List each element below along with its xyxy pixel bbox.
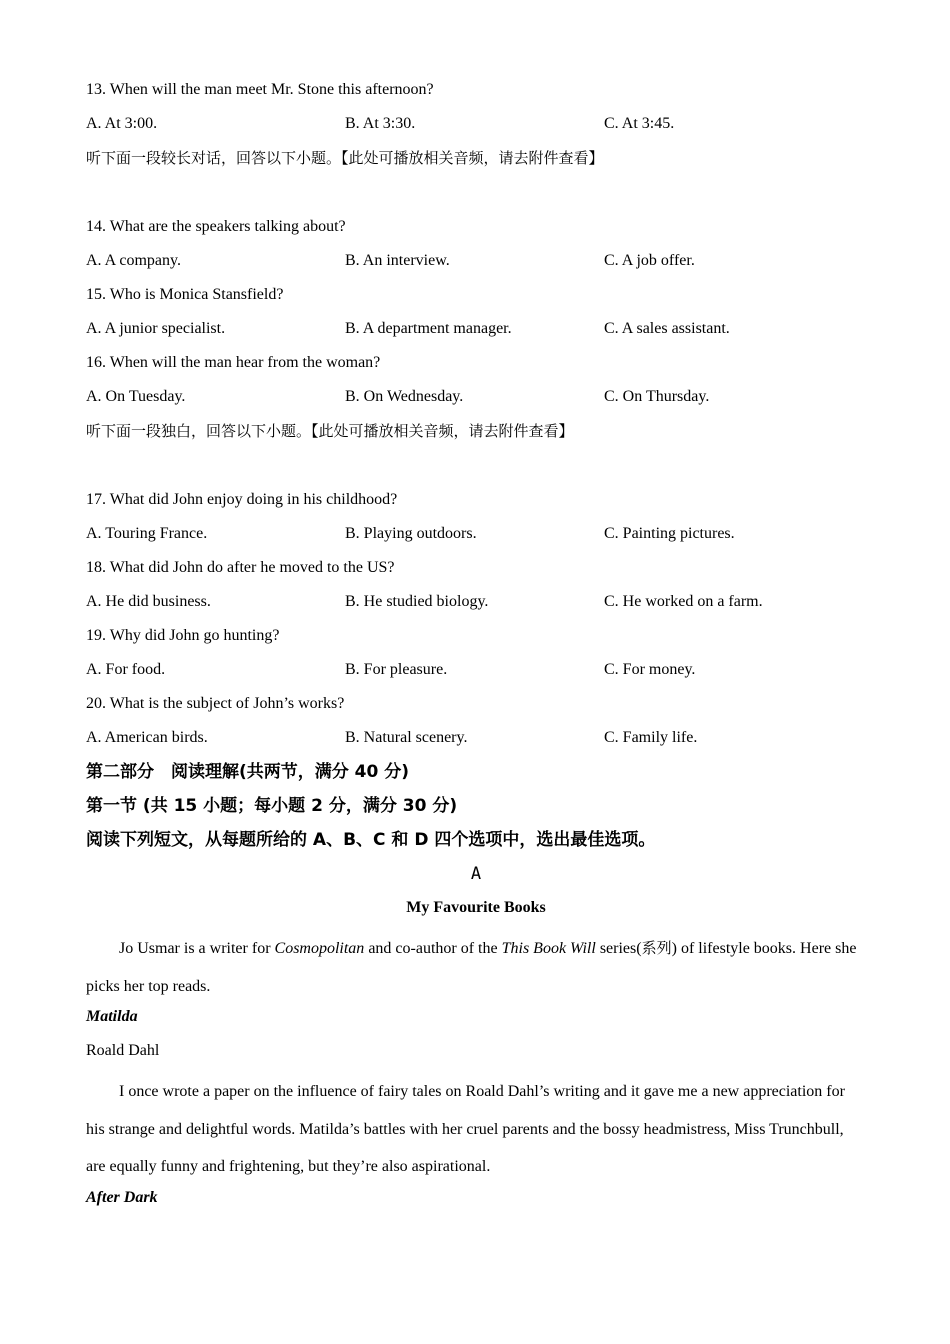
book-2-title: After Dark	[86, 1188, 158, 1206]
option-a: A. Touring France.	[86, 525, 208, 542]
listening-instruction-1: 听下面一段较长对话，回答以下小题。【此处可播放相关音频，请去附件查看】	[86, 149, 604, 167]
option-b: B. An interview.	[345, 252, 450, 269]
passage-letter: A	[470, 864, 482, 884]
question-15: 15. Who is Monica Stansfield?	[86, 286, 284, 303]
option-a: A. American birds.	[86, 729, 208, 746]
option-b: B. At 3:30.	[345, 115, 416, 132]
question-17-options	[86, 522, 866, 556]
question-18: 18. What did John do after he moved to the US?	[86, 559, 395, 576]
option-c: C. On Thursday.	[604, 388, 710, 405]
part-2-heading: 第二部分 阅读理解(共两节，满分 40 分)	[86, 762, 410, 782]
question-14-options	[86, 249, 866, 283]
option-a: A. A company.	[86, 252, 181, 269]
question-16-options	[86, 385, 866, 419]
option-c: C. Family life.	[604, 729, 698, 746]
book-1-review: I once wrote a paper on the influence of fairy tales on Roald Dahl’s writing and it gave me a new appreciation for his strange and delightful words. Matilda’s battles with her cruel parents and the bossy headmistress, Miss Trunchbull, are equally funny and frightening, but they’re also aspirational.	[86, 1083, 845, 1175]
question-19-options	[86, 658, 866, 692]
question-17: 17. What did John enjoy doing in his childhood?	[86, 491, 398, 508]
question-15-options	[86, 317, 866, 351]
question-20: 20. What is the subject of John’s works?	[86, 695, 345, 712]
question-16: 16. When will the man hear from the woman?	[86, 354, 381, 371]
book-1-author: Roald Dahl	[86, 1042, 160, 1059]
option-b: B. Natural scenery.	[345, 729, 468, 746]
option-b: B. On Wednesday.	[345, 388, 464, 405]
intro-text: series(	[595, 940, 642, 957]
option-c: C. At 3:45.	[604, 115, 675, 132]
intro-text: and co-author of the	[364, 940, 502, 957]
option-c: C. For money.	[604, 661, 696, 678]
audio-spacer	[86, 453, 866, 488]
option-a: A. On Tuesday.	[86, 388, 186, 405]
option-a: A. At 3:00.	[86, 115, 158, 132]
option-a: A. A junior specialist.	[86, 320, 226, 337]
option-b: B. For pleasure.	[345, 661, 448, 678]
series-title: This Book Will	[501, 940, 596, 957]
question-19: 19. Why did John go hunting?	[86, 627, 280, 644]
reading-instruction: 阅读下列短文，从每题所给的 A、B、C 和 D 四个选项中，选出最佳选项。	[86, 830, 656, 850]
option-c: C. A sales assistant.	[604, 320, 730, 337]
intro-text: Jo Usmar is a writer for	[119, 940, 275, 957]
intro-gloss: 系列	[641, 939, 672, 957]
option-b: B. A department manager.	[345, 320, 512, 337]
section-1-heading: 第一节 (共 15 小题；每小题 2 分，满分 30 分)	[86, 796, 458, 816]
question-18-options	[86, 590, 866, 624]
passage-title: My Favourite Books	[406, 899, 546, 916]
question-14: 14. What are the speakers talking about?	[86, 218, 346, 235]
option-a: A. For food.	[86, 661, 166, 678]
option-c: C. Painting pictures.	[604, 525, 735, 542]
question-13: 13. When will the man meet Mr. Stone this afternoon?	[86, 81, 434, 98]
intro-text: ) of lifestyle books. Here she picks her top reads.	[86, 940, 857, 995]
book-1-title: Matilda	[86, 1008, 138, 1025]
option-c: C. He worked on a farm.	[604, 593, 763, 610]
magazine-title: Cosmopolitan	[274, 940, 365, 957]
audio-spacer	[86, 180, 866, 215]
question-13-options	[86, 112, 866, 146]
question-20-options	[86, 726, 866, 760]
option-a: A. He did business.	[86, 593, 211, 610]
passage-intro	[86, 930, 861, 1005]
option-b: B. He studied biology.	[345, 593, 489, 610]
document-page	[86, 78, 866, 1220]
option-c: C. A job offer.	[604, 252, 695, 269]
option-b: B. Playing outdoors.	[345, 525, 477, 542]
listening-instruction-2: 听下面一段独白，回答以下小题。【此处可播放相关音频，请去附件查看】	[86, 422, 574, 440]
